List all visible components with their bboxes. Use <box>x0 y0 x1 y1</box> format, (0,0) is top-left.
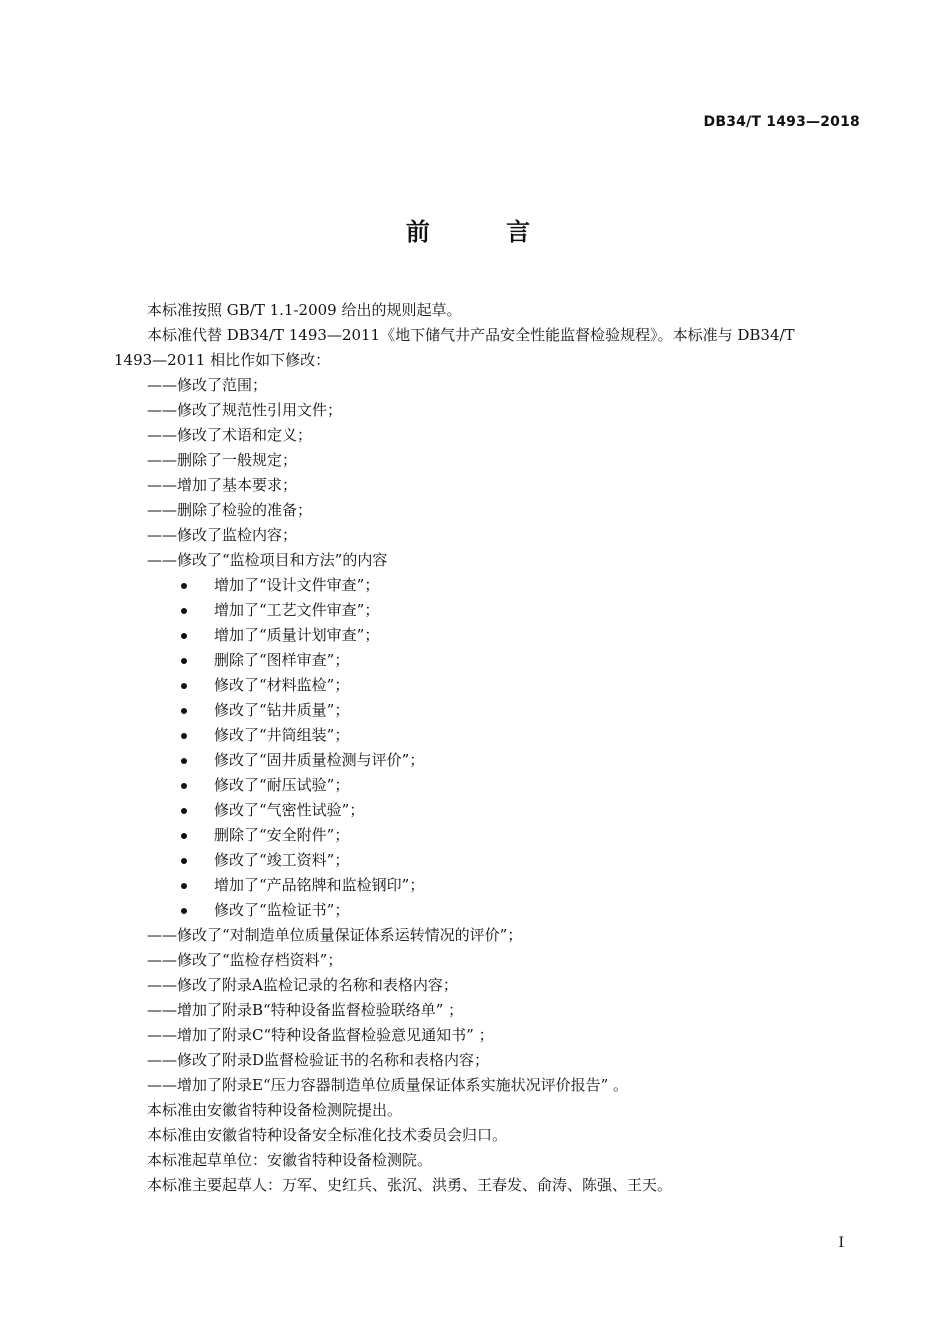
bullet-icon <box>181 883 187 889</box>
sub-change-text: 删除了“安全附件”； <box>214 826 350 844</box>
bullet-icon <box>181 783 187 789</box>
paragraph-replacement: 本标准代替 DB34/T 1493—2011《地下储气井产品安全性能监督检验规程》。本标准与 DB34/T <box>147 326 795 344</box>
standard-number: DB34/T 1493—2018 <box>703 114 860 130</box>
sub-change-text: 修改了“井筒组装”； <box>214 726 350 744</box>
bullet-icon <box>181 633 187 639</box>
bullet-icon <box>181 708 187 714</box>
paragraph-drafting-unit: 本标准起草单位：安徽省特种设备检测院。 <box>147 1151 433 1169</box>
bullet-icon <box>181 733 187 739</box>
paragraph-proposer: 本标准由安徽省特种设备检测院提出。 <box>147 1101 403 1119</box>
change-item: ——修改了“监检项目和方法”的内容 <box>147 551 388 569</box>
sub-change-text: 修改了“竣工资料”； <box>214 851 350 869</box>
sub-change-item <box>114 573 860 598</box>
sub-change-text: 修改了“钻井质量”； <box>214 701 350 719</box>
change-item: ——增加了基本要求； <box>147 476 298 494</box>
sub-change-item <box>114 698 860 723</box>
change-item: ——修改了范围； <box>147 376 268 394</box>
change-item: ——修改了“监检存档资料”； <box>147 951 343 969</box>
sub-change-item <box>114 898 860 923</box>
sub-change-item <box>114 723 860 748</box>
change-item: ——修改了术语和定义； <box>147 426 313 444</box>
sub-change-item <box>114 798 860 823</box>
sub-change-item <box>114 848 860 873</box>
sub-change-item <box>114 648 860 673</box>
paragraph-drafting-rules: 本标准按照 GB/T 1.1-2009 给出的规则起草。 <box>147 301 462 319</box>
sub-change-item <box>114 623 860 648</box>
sub-change-list <box>114 573 860 923</box>
paragraph-committee: 本标准由安徽省特种设备安全标准化技术委员会归口。 <box>147 1126 508 1144</box>
bullet-icon <box>181 808 187 814</box>
sub-change-item <box>114 673 860 698</box>
paragraph-drafters: 本标准主要起草人：万军、史红兵、张沉、洪勇、王春发、俞涛、陈强、王天。 <box>147 1176 673 1194</box>
bullet-icon <box>181 583 187 589</box>
sub-change-text: 修改了“材料监检”； <box>214 676 350 694</box>
bullet-icon <box>181 858 187 864</box>
sub-change-text: 修改了“固井质量检测与评价”； <box>214 751 425 769</box>
sub-change-item <box>114 823 860 848</box>
sub-change-item <box>114 773 860 798</box>
change-item: ——修改了规范性引用文件； <box>147 401 343 419</box>
change-item: ——修改了附录D监督检验证书的名称和表格内容； <box>147 1051 490 1069</box>
bullet-icon <box>181 908 187 914</box>
change-item: ——删除了一般规定； <box>147 451 298 469</box>
page-title: 前 言 <box>405 218 565 246</box>
page-number: I <box>838 1235 844 1251</box>
sub-change-text: 增加了“工艺文件审查”； <box>214 601 380 619</box>
sub-change-text: 删除了“图样审查”； <box>214 651 350 669</box>
change-item: ——修改了监检内容； <box>147 526 298 544</box>
sub-change-text: 增加了“产品铭牌和监检钢印”； <box>214 876 425 894</box>
sub-change-item <box>114 598 860 623</box>
bullet-icon <box>181 658 187 664</box>
bullet-icon <box>181 758 187 764</box>
bullet-icon <box>181 608 187 614</box>
sub-change-text: 增加了“设计文件审查”； <box>214 576 380 594</box>
paragraph-replacement-continued: 1493—2011 相比作如下修改： <box>114 351 331 369</box>
change-item: ——增加了附录C“特种设备监督检验意见通知书” ； <box>147 1026 494 1044</box>
sub-change-text: 修改了“气密性试验”； <box>214 801 365 819</box>
sub-change-item <box>114 748 860 773</box>
document-body <box>114 298 860 1198</box>
bullet-icon <box>181 683 187 689</box>
change-item: ——删除了检验的准备； <box>147 501 313 519</box>
change-item: ——修改了“对制造单位质量保证体系运转情况的评价”； <box>147 926 523 944</box>
change-item: ——增加了附录E“压力容器制造单位质量保证体系实施状况评价报告” 。 <box>147 1076 629 1094</box>
change-item: ——增加了附录B“特种设备监督检验联络单” ； <box>147 1001 464 1019</box>
sub-change-item <box>114 873 860 898</box>
bullet-icon <box>181 833 187 839</box>
sub-change-text: 修改了“耐压试验”； <box>214 776 350 794</box>
sub-change-text: 修改了“监检证书”； <box>214 901 350 919</box>
change-item: ——修改了附录A监检记录的名称和表格内容； <box>147 976 458 994</box>
sub-change-text: 增加了“质量计划审查”； <box>214 626 380 644</box>
